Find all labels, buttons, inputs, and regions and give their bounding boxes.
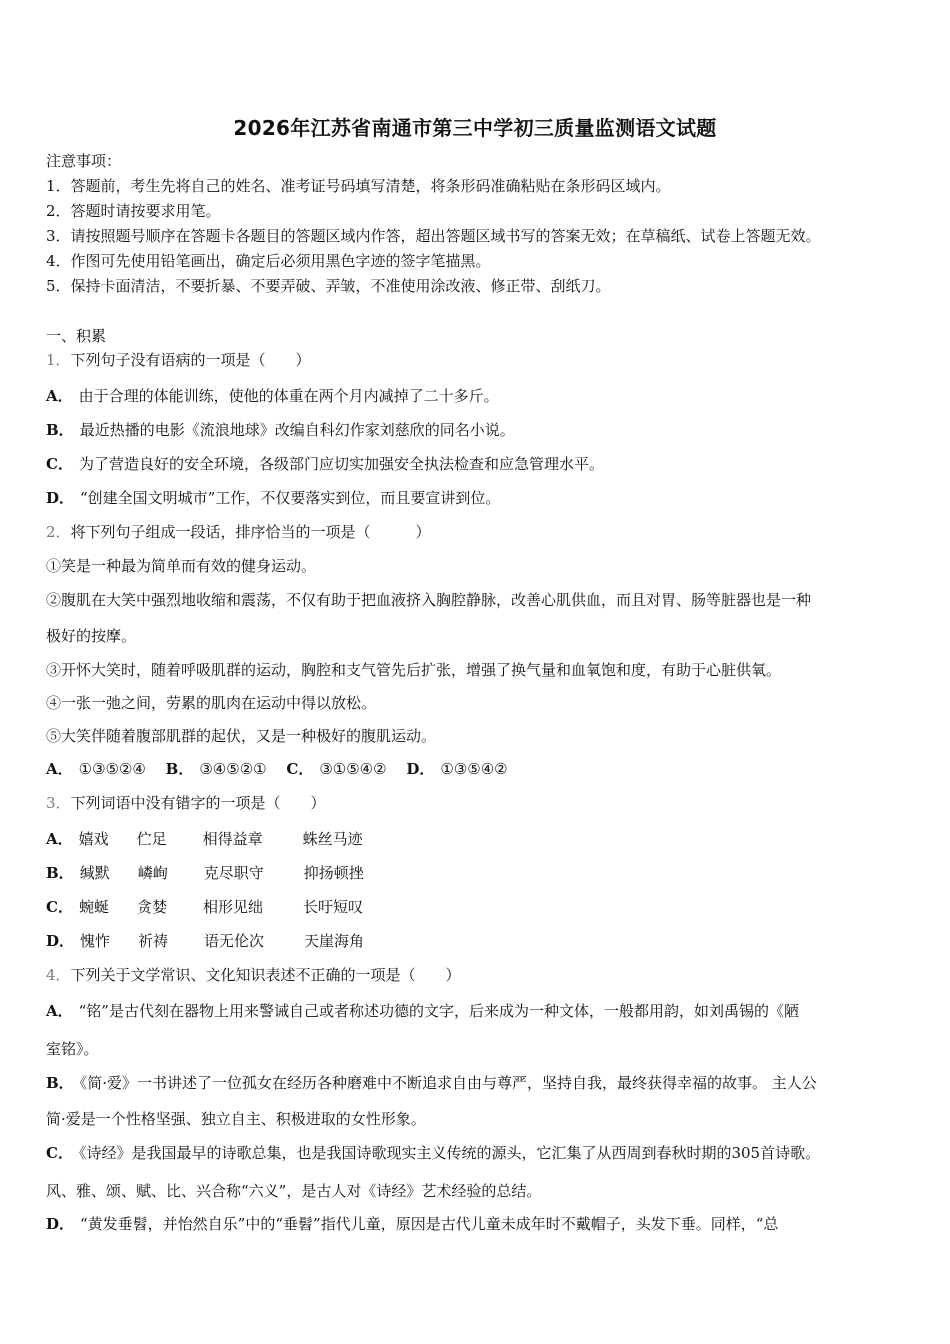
notice-item: 2．答题时请按要求用笔。 — [46, 202, 221, 220]
q1-option-b — [46, 420, 910, 440]
question-text: 下列关于文学常识、文化知识表述不正确的一项是（ ） — [70, 966, 461, 984]
option-text: ①③⑤④② — [440, 760, 508, 778]
word: 嬉戏 — [78, 830, 109, 848]
question-text: 下列词语中没有错字的一项是（ ） — [70, 794, 326, 812]
option-label: D． — [46, 489, 75, 507]
q1-option-a — [46, 386, 910, 406]
q2-sentence-2-cont: 极好的按摩。 — [46, 627, 137, 645]
option-text: “创建全国文明城市”工作，不仅要落实到位，而且要宣讲到位。 — [80, 489, 501, 507]
word: 蜿蜒 — [78, 898, 109, 916]
q4-option-a — [46, 1001, 910, 1021]
option-label: B． — [46, 421, 74, 439]
word: 相形见绌 — [202, 898, 263, 916]
notice-heading: 注意事项： — [46, 152, 122, 170]
option-text: 《诗经》是我国最早的诗歌总集，也是我国诗歌现实主义传统的源头，它汇集了从西周到春秋时期的305首诗歌。 — [78, 1144, 821, 1162]
option-label: D． — [406, 760, 435, 778]
question-number: 2． — [46, 523, 71, 541]
option-text: ①③⑤②④ — [78, 760, 146, 778]
option-label: A． — [46, 1002, 73, 1020]
section-heading: 一、积累 — [46, 327, 107, 345]
q4-option-c — [46, 1143, 910, 1163]
q1-option-c — [46, 454, 910, 474]
word: 相得益章 — [202, 830, 263, 848]
q4-option-b-cont: 简·爱是一个性格坚强、独立自主、积极进取的女性形象。 — [46, 1110, 426, 1128]
q4-option-c-cont: 风、雅、颂、赋、比、兴合称“六义”，是古人对《诗经》艺术经验的总结。 — [46, 1182, 542, 1200]
option-text: 《简·爱》一书讲述了一位孤女在经历各种磨难中不断追求自由与尊严，坚持自我，最终获得幸福的故事。 主人公 — [79, 1074, 817, 1092]
question-number: 1． — [46, 351, 71, 369]
word: 天崖海角 — [304, 932, 365, 950]
q1-option-d — [46, 488, 910, 508]
option-text: 由于合理的体能训练，使他的体重在两个月内减掉了二十多斤。 — [78, 387, 499, 405]
notice-item: 5．保持卡面清洁，不要折暴、不要弄破、弄皱，不准使用涂改液、修正带、刮纸刀。 — [46, 277, 611, 295]
option-text: 最近热播的电影《流浪地球》改编自科幻作家刘慈欣的同名小说。 — [79, 421, 515, 439]
option-label: A． — [46, 387, 73, 405]
q3-option-b — [46, 863, 910, 883]
option-text: ③④⑤②① — [199, 760, 267, 778]
option-label: B． — [46, 864, 74, 882]
word: 蛛丝马迹 — [302, 830, 363, 848]
q2-sentence-5: ⑤大笑伴随着腹部肌群的起伏，又是一种极好的腹肌运动。 — [46, 727, 437, 745]
question-number: 3． — [46, 794, 71, 812]
option-label: C． — [46, 1144, 73, 1162]
q4-option-d — [46, 1214, 910, 1234]
question-text: 下列句子没有语病的一项是（ ） — [70, 351, 311, 369]
q2-sentence-1: ①笑是一种最为简单而有效的健身运动。 — [46, 557, 317, 575]
word: 抑扬顿挫 — [303, 864, 364, 882]
option-text: 为了营造良好的安全环境，各级部门应切实加强安全执法检查和应急管理水平。 — [78, 455, 604, 473]
question-1-stem — [46, 350, 910, 370]
word: 愧怍 — [80, 932, 111, 950]
word: 克尽职守 — [203, 864, 264, 882]
option-text: “黄发垂髫，并怡然自乐”中的“垂髫”指代儿童，原因是古代儿童未成年时不戴帽子，头发下垂。同样，“总 — [80, 1215, 779, 1233]
option-label: A． — [46, 830, 73, 848]
page-title: 2026年江苏省南通市第三中学初三质量监测语文试题 — [233, 116, 717, 140]
word: 贪婪 — [136, 898, 167, 916]
word: 语无伦次 — [204, 932, 265, 950]
notice-item: 3．请按照题号顺序在答题卡各题目的答题区域内作答，超出答题区域书写的答案无效；在草稿纸、试卷上答题无效。 — [46, 227, 821, 245]
option-label: A． — [46, 760, 73, 778]
notice-item: 4．作图可先使用铅笔画出，确定后必须用黑色字迹的签字笔描黑。 — [46, 252, 491, 270]
q3-option-c — [46, 897, 910, 917]
q4-option-a-cont: 室铭》。 — [46, 1040, 99, 1058]
option-label: C． — [46, 898, 73, 916]
option-label: D． — [46, 1215, 75, 1233]
q2-options — [46, 759, 910, 779]
option-text: ③①⑤④② — [319, 760, 387, 778]
q3-option-a — [46, 829, 910, 849]
word: 祈祷 — [138, 932, 169, 950]
option-label: D． — [46, 932, 75, 950]
notice-item: 1．答题前，考生先将自己的姓名、准考证号码填写清楚，将条形码准确粘贴在条形码区域内。 — [46, 177, 671, 195]
question-3-stem — [46, 793, 910, 813]
word: 缄默 — [79, 864, 110, 882]
q4-option-b — [46, 1073, 910, 1093]
q2-sentence-4: ④一张一弛之间，劳累的肌肉在运动中得以放松。 — [46, 694, 377, 712]
q2-sentence-3: ③开怀大笑时，随着呼吸肌群的运动，胸腔和支气管先后扩张，增强了换气量和血氧饱和度，有助于心脏供氧。 — [46, 661, 782, 679]
q2-sentence-2: ②腹肌在大笑中强烈地收缩和震荡，不仅有助于把血液挤入胸腔静脉，改善心肌供血，而且对胃、肠等脏器也是一种 — [46, 591, 812, 609]
word: 长吁短叹 — [302, 898, 363, 916]
question-2-stem — [46, 522, 910, 542]
option-label: B． — [165, 760, 194, 778]
question-number: 4． — [46, 966, 71, 984]
word: 嶙峋 — [137, 864, 168, 882]
question-text: 将下列句子组成一段话，排序恰当的一项是（ ） — [70, 523, 431, 541]
option-label: C． — [286, 760, 314, 778]
option-label: C． — [46, 455, 73, 473]
q3-option-d — [46, 931, 910, 951]
option-text: “铭”是古代刻在器物上用来警诫自己或者称述功德的文字，后来成为一种文体，一般都用韵，如刘禹锡的《陋 — [78, 1002, 799, 1020]
option-label: B． — [46, 1074, 74, 1092]
question-4-stem — [46, 965, 910, 985]
word: 伫足 — [136, 830, 167, 848]
